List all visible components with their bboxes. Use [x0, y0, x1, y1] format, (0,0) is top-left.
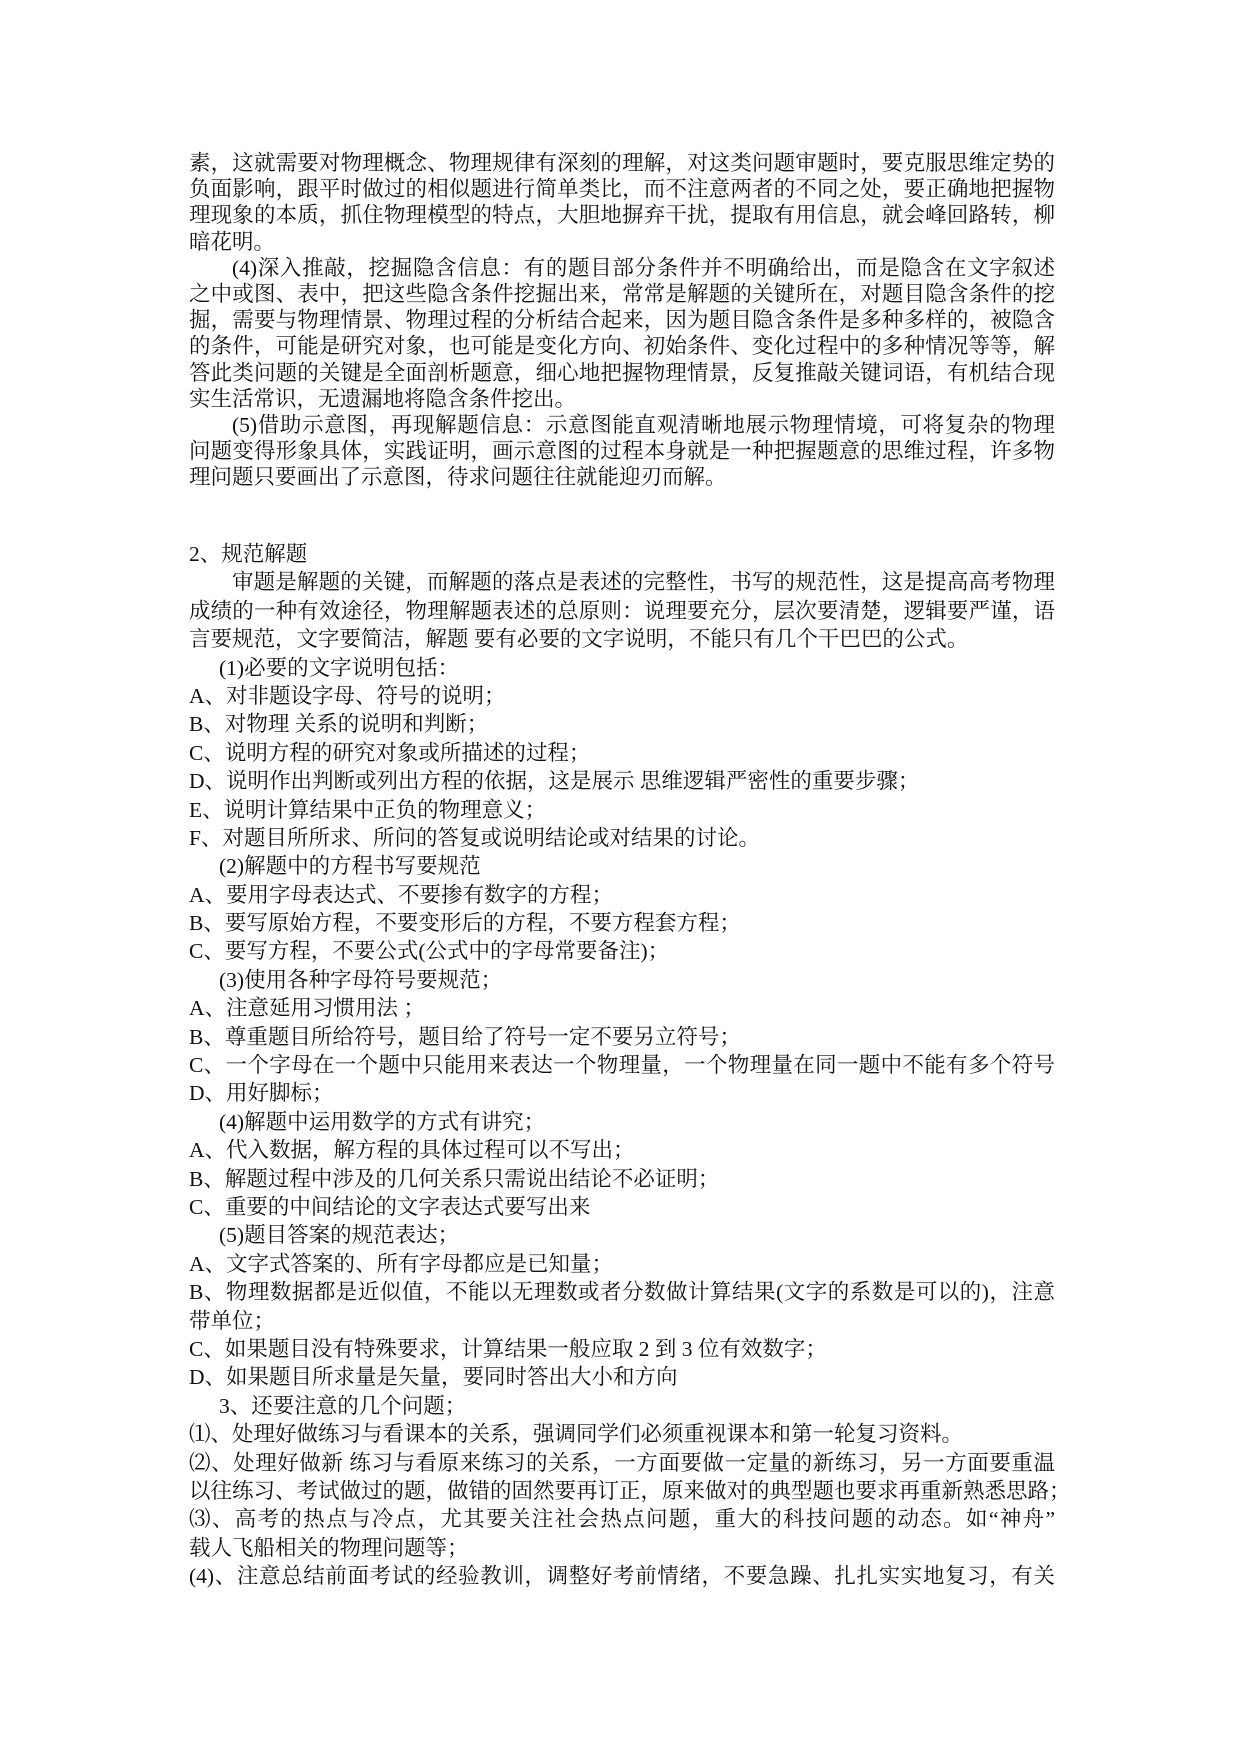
text-line: 载人飞船相关的物理问题等；	[189, 1535, 469, 1560]
text-line: C、说明方程的研究对象或所描述的过程；	[189, 740, 591, 765]
text-line: B、尊重题目所给符号，题目给了符号一定不要另立符号；	[189, 1024, 741, 1049]
text-line: 2、规范解题	[189, 542, 308, 566]
text-line: (5)借助示意图，再现解题信息：示意图能直观清晰地展示物理情境，可将复杂的物理	[232, 412, 1055, 437]
text-line: ⑶、高考的热点与冷点，尤其要关注社会热点问题，重大的科技问题的动态。如“神舟”	[189, 1507, 1055, 1532]
text-line: B、解题过程中涉及的几何关系只需说出结论不必证明；	[189, 1166, 720, 1191]
text-line: B、要写原始方程，不要变形后的方程，不要方程套方程；	[189, 911, 741, 936]
text-line: A、文字式答案的、所有字母都应是已知量；	[189, 1251, 614, 1276]
text-line: (4)深入推敲，挖掘隐含信息：有的题目部分条件并不明确给出，而是隐含在文字叙述	[232, 255, 1055, 280]
text-line: C、如果题目没有特殊要求，计算结果一般应取 2 到 3 位有效数字；	[189, 1336, 827, 1361]
text-line: D、用好脚标；	[189, 1081, 334, 1106]
text-line: A、注意延用习惯用法 ；	[189, 996, 425, 1021]
text-line: 暗花明。	[189, 229, 276, 254]
text-line: 以往练习、考试做过的题，做错的固然要再订正，原来做对的典型题也要求再重新熟悉思路；	[189, 1478, 1071, 1503]
subheading-line: (3)使用各种字母符号要规范；	[219, 967, 503, 992]
text-line: 掘，需要与物理情景、物理过程的分析结合起来，因为题目隐含条件是多种多样的，被隐含	[189, 308, 1055, 333]
text-line: 实生活常识，无遗漏地将隐含条件挖出。	[189, 386, 577, 411]
subheading-line: 3、还要注意的几个问题；	[219, 1393, 467, 1418]
subheading-line: (1)必要的文字说明包括：	[219, 655, 460, 680]
subheading-line: (4)解题中运用数学的方式有讲究；	[219, 1109, 546, 1134]
text-line: A、代入数据，解方程的具体过程可以不写出；	[189, 1138, 635, 1163]
text-line: F、对题目所所求、所问的答复或说明结论或对结果的讨论。	[189, 825, 760, 850]
text-line: E、说明计算结果中正负的物理意义；	[189, 797, 547, 822]
subheading-line: (2)解题中的方程书写要规范	[219, 854, 481, 879]
text-line: ⑴、处理好做练习与看课本的关系，强调同学们必须重视课本和第一轮复习资料。	[189, 1422, 964, 1447]
text-line: 带单位；	[189, 1308, 276, 1333]
text-line: 言要规范，文字要简洁，解题 要有必要的文字说明，不能只有几个干巴巴的公式。	[189, 627, 969, 652]
text-line: B、物理数据都是近似值，不能以无理数或者分数做计算结果(文字的系数是可以的)，注意	[189, 1280, 1055, 1305]
text-line: ⑵、处理好做新 练习与看原来练习的关系，一方面要做一定量的新练习，另一方面要重温	[189, 1450, 1055, 1475]
text-line: A、对非题设字母、符号的说明；	[189, 683, 506, 708]
text-line: 负面影响，跟平时做过的相似题进行简单类比，而不注意两者的不同之处，要正确地把握物	[189, 177, 1055, 202]
text-line: 答此类问题的关键是全面剖析题意，细心地把握物理情景，反复推敲关键词语，有机结合现	[189, 360, 1055, 385]
text-line: 问题变得形象具体，实践证明，画示意图的过程本身就是一种把握题意的思维过程，许多物	[189, 439, 1055, 464]
text-line: 理问题只要画出了示意图，待求问题往往就能迎刃而解。	[189, 465, 727, 490]
text-line: 之中或图、表中，把这些隐含条件挖掘出来，常常是解题的关键所在，对题目隐含条件的挖	[189, 281, 1055, 306]
text-line: A、要用字母表达式、不要掺有数字的方程；	[189, 882, 614, 907]
subheading-line: (5)题目答案的规范表达；	[219, 1223, 460, 1248]
document-section-review-tips	[189, 150, 1055, 490]
text-line: D、如果题目所求量是矢量，要同时答出大小和方向	[189, 1365, 678, 1390]
text-line: 成绩的一种有效途径，物理解题表述的总原则：说理要充分，层次要清楚，逻辑要严谨，语	[189, 598, 1055, 623]
text-line: C、要写方程，不要公式(公式中的字母常要备注)；	[189, 939, 670, 964]
text-line: C、一个字母在一个题中只能用来表达一个物理量，一个物理量在同一题中不能有多个符号	[189, 1053, 1055, 1078]
text-line: 理现象的本质，抓住物理模型的特点，大胆地摒弃干扰，提取有用信息，就会峰回路转，柳	[189, 203, 1055, 228]
text-line: C、重要的中间结论的文字表达式要写出来	[189, 1194, 591, 1219]
text-line: D、说明作出判断或列出方程的依据，这是展示 思维逻辑严密性的重要步骤；	[189, 769, 920, 794]
text-line: B、对物理 关系的说明和判断；	[189, 712, 489, 737]
text-line: 素，这就需要对物理概念、物理规律有深刻的理解，对这类问题审题时，要克服思维定势的	[189, 151, 1055, 175]
document-section-standard-solving	[189, 540, 1071, 1590]
text-line: 的条件，可能是研究对象，也可能是变化方向、初始条件、变化过程中的多种情况等等，解	[189, 334, 1055, 359]
text-line: 审题是解题的关键，而解题的落点是表述的完整性，书写的规范性，这是提高高考物理	[232, 570, 1055, 595]
text-line: (4)、注意总结前面考试的经验教训，调整好考前情绪，不要急躁、扎扎实实地复习，有关	[189, 1564, 1055, 1589]
